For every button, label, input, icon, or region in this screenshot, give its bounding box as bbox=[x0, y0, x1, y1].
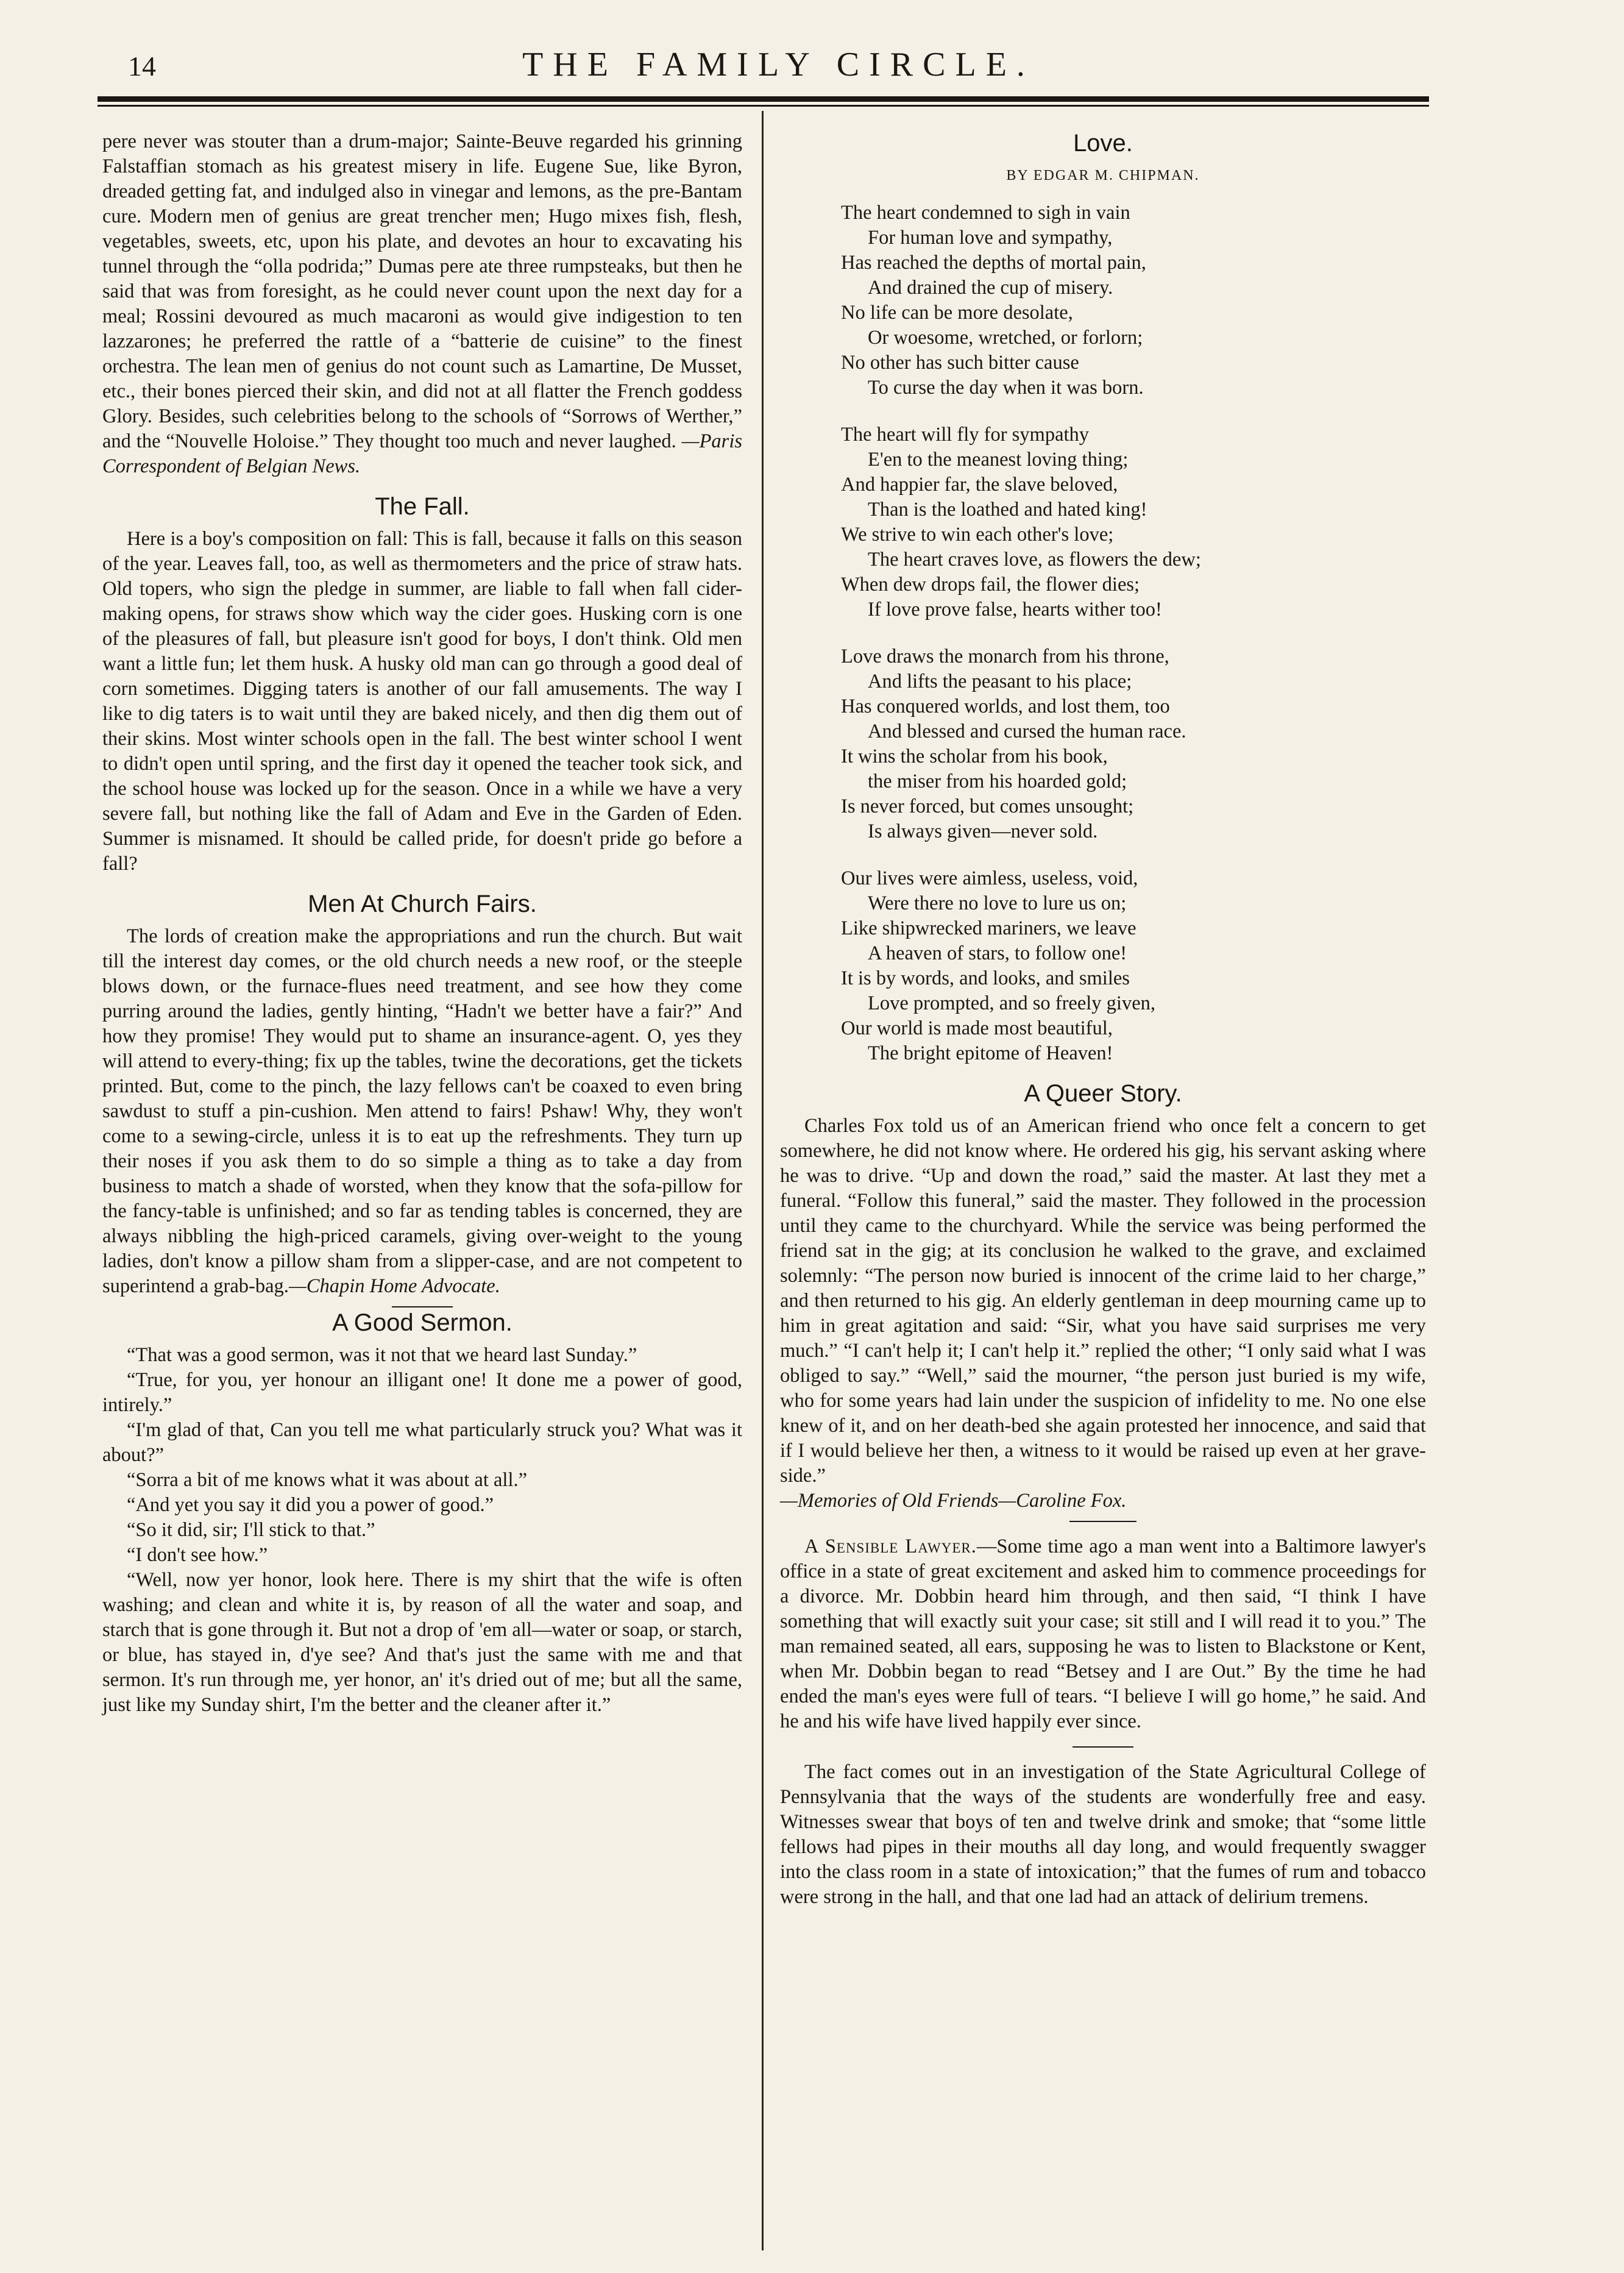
poem-line: The bright epitome of Heaven! bbox=[868, 1042, 1113, 1064]
poem-line: It wins the scholar from his book, bbox=[841, 745, 1108, 767]
poem-line: If love prove false, hearts wither too! bbox=[868, 599, 1162, 621]
poem-line: It is by words, and looks, and smiles bbox=[841, 967, 1130, 989]
poem-line: Love prompted, and so freely given, bbox=[868, 992, 1156, 1014]
poem-stanza bbox=[841, 201, 1426, 400]
poem-stanza bbox=[841, 866, 1426, 1066]
poem-stanza bbox=[841, 644, 1426, 844]
poem-line: And lifts the peasant to his place; bbox=[868, 671, 1132, 692]
poem-line: And drained the cup of misery. bbox=[868, 277, 1113, 299]
right-column bbox=[780, 129, 1426, 1910]
dialog-line: “True, for you, yer honour an illigant one! It done me a power of good, intirely.” bbox=[102, 1369, 742, 1416]
article-body: pere never was stouter than a drum-major; Sainte-Beuve regarded his grinning Falstaffian stomach as his greatest misery in life. Eugene Sue, like Byron, dreaded getting fat, and indulged also in vinegar and lemons, as the pre-Bantam cure. Modern men of genius are great trencher men; Hugo mixes fish, flesh, vegetables, sweets, etc, upon his plate, and devotes an hour to excavating his tunnel through the “olla podrida;” Dumas pere ate three rumpsteaks, but then he said that was from foresight, as he could never count upon the next day for a meal; Rossini devoured as much macaroni as would give indigestion to ten lazzarones; he preferred the rattle of a “batterie de cuisine” to the finest orchestra. The lean men of genius do not count such as Lamartine, De Musset, etc., their bones pierced their skin, and did not at all flatter the French goddess Glory. Besides, such celebrities belong to the schools of “Sorrows of Werther,” and the “Nouvelle Holoise.” They thought too much and never laughed. —Paris Correspondent of Belgian News. bbox=[102, 130, 742, 477]
poem-line: No other has such bitter cause bbox=[841, 352, 1079, 374]
dialog-line: “That was a good sermon, was it not that we heard last Sunday.” bbox=[127, 1344, 637, 1366]
dialog-line: “So it did, sir; I'll stick to that.” bbox=[127, 1519, 375, 1541]
dialog-line: “And yet you say it did you a power of good.” bbox=[127, 1494, 494, 1516]
article-heading: A Good Sermon. bbox=[332, 1309, 512, 1336]
poem-line: Has reached the depths of mortal pain, bbox=[841, 252, 1146, 274]
poem-line: Is never forced, but comes unsought; bbox=[841, 795, 1134, 817]
church-fairs-article bbox=[102, 890, 742, 1299]
article-heading: Men At Church Fairs. bbox=[308, 891, 537, 917]
article-heading: A Queer Story. bbox=[1024, 1080, 1182, 1107]
poem-line: Were there no love to lure us on; bbox=[868, 892, 1127, 914]
poem-line: To curse the day when it was born. bbox=[868, 377, 1144, 399]
poem-line: For human love and sympathy, bbox=[868, 227, 1113, 249]
poem-byline: BY EDGAR M. CHIPMAN. bbox=[1006, 168, 1200, 183]
poem-line: Like shipwrecked mariners, we leave bbox=[841, 917, 1136, 939]
poem-line: Or woesome, wretched, or forlorn; bbox=[868, 327, 1143, 349]
section-divider bbox=[392, 1306, 453, 1307]
fall-article bbox=[102, 493, 742, 877]
article-body: A Sensible Lawyer.—Some time ago a man went into a Baltimore lawyer's office in a state of great excitement and asked him to commence proceedings for a divorce. Mr. Dobbin heard him through, and then said, “I think I have something that will exactly suit your case; sit still and I will read it to you.” The man remained seated, all ears, supposing he was to listen to Blackstone or Kent, when Mr. Dobbin began to read “Betsey and I are Out.” By the time he had ended the man's eyes were full of tears. “I believe I will go home,” he said. And he and his wife have lived happily ever since. bbox=[780, 1535, 1426, 1732]
poem-line: And blessed and cursed the human race. bbox=[868, 720, 1186, 742]
article-credit: —Paris Correspondent of Belgian News. bbox=[102, 430, 742, 477]
page-number: 14 bbox=[128, 51, 156, 82]
poem-stanza bbox=[841, 422, 1426, 622]
article-body: Charles Fox told us of an American friend who once felt a concern to get somewhere, he did not know where. He ordered his gig, his servant asking where he was to drive. “Up and down the road,” said the master. At last they met a funeral. “Follow this funeral,” said the master. They followed in the procession until they came to the churchyard. While the service was being performed the friend sat in the gig; at its conclusion he walked to the grave, and exclaimed solemnly: “The person now buried is innocent of the crime laid to her charge,” and then returned to his gig. An elderly gentleman in deep mourning came up to him in great agitation and said: “Sir, what you have said surprises me very much.” “I can't help it; I can't help it.” replied the other; “I only said what I was obliged to say.” “Well,” said the mourner, “the person just buried is my wife, who for some years had lain under the suspicion of infidelity to me. No one else knew of it, and on her death-bed she again protested her innocence, and said that if I would believe her then, a witness to it would be raised up even at her grave-side.” —Memories of Old Friends—Caroline Fox. bbox=[780, 1115, 1426, 1512]
poem-line: Our lives were aimless, useless, void, bbox=[841, 867, 1138, 889]
article-credit: —Memories of Old Friends—Caroline Fox. bbox=[780, 1490, 1127, 1512]
poem-title: Love. bbox=[1073, 130, 1133, 157]
poem-line: the miser from his hoarded gold; bbox=[868, 770, 1127, 792]
poem-line: E'en to the meanest loving thing; bbox=[868, 449, 1129, 471]
genius-article bbox=[102, 129, 742, 479]
poem-line: And happier far, the slave beloved, bbox=[841, 474, 1118, 496]
article-body: The fact comes out in an investigation of the State Agricultural College of Pennsylvania that the ways of the students are wonderfully free and easy. Witnesses swear that boys of ten and twelve drink and smoke; that “some little fellows had pipes in their mouths all day long, and would frequently swagger into the class room in a state of intoxication;” that the fumes of rum and tobacco were strong in the hall, and that one lad had an attack of delirium tremens. bbox=[780, 1761, 1426, 1908]
masthead-title: THE FAMILY CIRCLE. bbox=[522, 46, 1035, 84]
column-divider bbox=[762, 111, 764, 2250]
poem-line: A heaven of stars, to follow one! bbox=[868, 942, 1127, 964]
article-heading: The Fall. bbox=[375, 493, 470, 520]
poem-line: The heart will fly for sympathy bbox=[841, 424, 1090, 446]
article-body: Here is a boy's composition on fall: This is fall, because it falls on this season of the year. Leaves fall, too, as well as thermometers and the price of straw hats. Old topers, who sign the pledge in summer, are liable to fall when fall cider-making opens, for straws show which way the cider goes. Husking corn is one of the pleasures of fall, but pleasure isn't good for boys, I don't think. Old men want a little fun; let them husk. A husky old man can go through a good deal of corn sometimes. Digging taters is another of our fall amusements. The way I like to dig taters is to wait until they are baked nicely, and then dig them out of their skins. Most winter schools open in the fall. The best winter school I went to didn't open until spring, and the first day it opened the teacher took sick, and the school house was locked up for the season. Once in a while we have a very severe fall, but nothing like the fall of Adam and Eve in the Garden of Eden. Summer is misnamed. It should be called pride, for doesn't pride go before a fall? bbox=[102, 528, 742, 875]
lawyer-article bbox=[780, 1534, 1426, 1734]
queer-story-article bbox=[780, 1080, 1426, 1514]
dialog-line: “I'm glad of that, Can you tell me what particularly struck you? What was it about?” bbox=[102, 1419, 742, 1466]
poem-line: When dew drops fail, the flower dies; bbox=[841, 574, 1140, 596]
poem-line: The heart condemned to sigh in vain bbox=[841, 202, 1130, 224]
section-divider bbox=[1073, 1746, 1133, 1748]
page-header bbox=[128, 44, 1429, 93]
poem-line: Love draws the monarch from his throne, bbox=[841, 646, 1169, 667]
poem-line: Our world is made most beautiful, bbox=[841, 1017, 1113, 1039]
love-poem bbox=[780, 129, 1426, 1066]
poem-body bbox=[841, 201, 1426, 1066]
sermon-article bbox=[102, 1309, 742, 1718]
poem-line: No life can be more desolate, bbox=[841, 302, 1073, 324]
dialog-line: “I don't see how.” bbox=[127, 1544, 268, 1566]
dialog-line: “Sorra a bit of me knows what it was about at all.” bbox=[127, 1469, 528, 1491]
poem-line: Is always given—never sold. bbox=[868, 820, 1098, 842]
college-article bbox=[780, 1760, 1426, 1910]
section-divider bbox=[1069, 1521, 1136, 1522]
poem-line: We strive to win each other's love; bbox=[841, 524, 1114, 546]
left-column bbox=[102, 129, 742, 1718]
article-credit: —Chapin Home Advocate. bbox=[288, 1275, 500, 1297]
article-body: The lords of creation make the appropriations and run the church. But wait till the interest day comes, or the old church needs a new roof, or the steeple blows down, or the furnace-flues need treatment, and see how they come purring around the ladies, gently hinting, “Hadn't we better have a fair?” And how they promise! They would put to shame an insurance-agent. O, yes they will attend to every-thing; fix up the tables, twine the decorations, get the tickets printed. But, come to the pinch, the lazy fellows can't be coaxed to even bring sawdust to stuff a pin-cushion. Men attend to fairs! Pshaw! Why, they won't come to a sewing-circle, unless it is to eat up the refreshments. They turn up their noses if you ask them to do so simple a thing as to take a day from business to match a shade of worsted, when they know that the sofa-pillow for the fancy-table is unfinished; and so far as tending tables is concerned, they are always nibbling the high-priced caramels, giving over-weight to the young ladies, don't know a pillow sham from a slipper-case, and are not competent to superintend a grab-bag.—Chapin Home Advocate. bbox=[102, 925, 742, 1297]
article-lead: A Sensible Lawyer. bbox=[804, 1535, 977, 1557]
header-rule-thick bbox=[98, 96, 1429, 102]
dialog-line: “Well, now yer honor, look here. There is my shirt that the wife is often washing; and clean and white it is, by reason of all the water and soap, and starch that is gone through it. But not a drop of 'em all—water or soap, or starch, or blue, has stayed in, d'ye see? And that's just the same with me and that sermon. It's run through me, yer honor, an' it's dried out of me; but all the same, just like my Sunday shirt, I'm the better and the cleaner after it.” bbox=[102, 1569, 742, 1716]
header-rule-thin bbox=[98, 105, 1429, 107]
poem-line: Has conquered worlds, and lost them, too bbox=[841, 695, 1170, 717]
poem-line: The heart craves love, as flowers the dew; bbox=[868, 549, 1201, 571]
poem-line: Than is the loathed and hated king! bbox=[868, 499, 1147, 521]
